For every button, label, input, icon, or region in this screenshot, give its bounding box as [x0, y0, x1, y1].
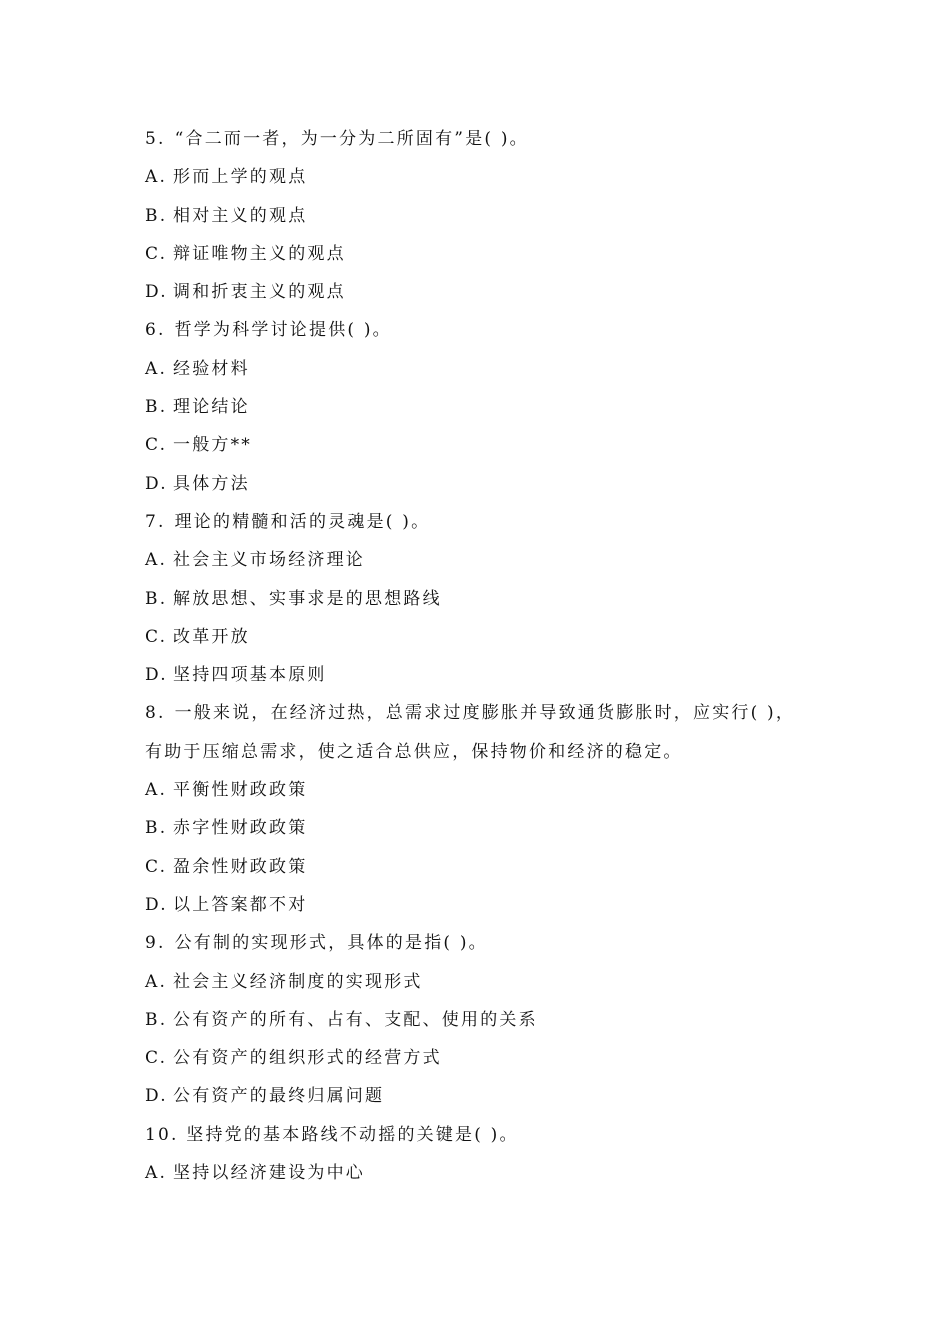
question-stem-text: 坚持党的基本路线不动摇的关键是( )。 — [186, 1124, 519, 1145]
option-letter: C. — [145, 856, 168, 877]
option-text: 公有资产的所有、占有、支配、使用的关系 — [173, 1009, 538, 1030]
question-stem-text: 公有制的实现形式，具体的是指( )。 — [174, 933, 488, 954]
question-number: 9. — [145, 933, 166, 954]
option-letter: D. — [145, 473, 168, 494]
option-text: 坚持以经济建设为中心 — [173, 1163, 365, 1184]
option-text: 平衡性财政政策 — [173, 780, 308, 801]
option-text: 社会主义经济制度的实现形式 — [173, 971, 423, 992]
option-letter: A. — [145, 1163, 168, 1184]
option-letter: B. — [145, 588, 168, 609]
question-stem — [145, 1116, 805, 1154]
option-text: 解放思想、实事求是的思想路线 — [173, 588, 442, 609]
option-text: 调和折衷主义的观点 — [173, 282, 346, 303]
question-1 — [145, 120, 805, 311]
option-text: 坚持四项基本原则 — [173, 665, 327, 686]
question-number: 6. — [145, 320, 166, 341]
question-stem-text: 理论的精髓和活的灵魂是( )。 — [174, 511, 431, 532]
answer-option — [145, 580, 805, 618]
option-text: 社会主义市场经济理论 — [173, 550, 365, 571]
answer-option — [145, 1154, 805, 1192]
question-stem — [145, 924, 805, 962]
option-text: 以上答案都不对 — [173, 894, 308, 915]
option-text: 经验材料 — [173, 358, 250, 379]
answer-option — [145, 465, 805, 503]
option-letter: A. — [145, 550, 168, 571]
option-letter: C. — [145, 435, 168, 456]
option-text: 相对主义的观点 — [173, 205, 308, 226]
question-stem-text: 哲学为科学讨论提供( )。 — [174, 320, 392, 341]
question-number: 5. — [145, 129, 166, 149]
question-stem — [145, 694, 805, 732]
answer-option — [145, 886, 805, 924]
option-text: 一般方** — [173, 435, 252, 456]
question-stem-continued — [145, 733, 805, 771]
option-text: 形而上学的观点 — [173, 167, 308, 188]
option-letter: D. — [145, 894, 168, 915]
answer-option — [145, 197, 805, 235]
option-letter: D. — [145, 282, 168, 303]
question-stem — [145, 120, 805, 158]
option-text: 盈余性财政政策 — [173, 856, 308, 877]
question-5 — [145, 924, 805, 1115]
answer-option — [145, 158, 805, 196]
question-stem-text: 一般来说，在经济过热，总需求过度膨胀并导致通货膨胀时，应实行( )， — [174, 703, 796, 724]
option-text: 辩证唯物主义的观点 — [173, 243, 346, 264]
question-3 — [145, 503, 805, 694]
option-letter: A. — [145, 971, 168, 992]
answer-option — [145, 963, 805, 1001]
answer-option — [145, 771, 805, 809]
answer-option — [145, 809, 805, 847]
question-number: 8. — [145, 703, 166, 724]
answer-option — [145, 235, 805, 273]
answer-option — [145, 426, 805, 464]
question-6 — [145, 1116, 805, 1193]
answer-option — [145, 541, 805, 579]
answer-option — [145, 1077, 805, 1115]
question-list — [145, 120, 805, 1192]
option-text: 改革开放 — [173, 626, 250, 647]
answer-option — [145, 848, 805, 886]
question-number: 7. — [145, 511, 166, 532]
option-letter: C. — [145, 1048, 168, 1069]
question-stem-text: 有助于压缩总需求，使之适合总供应，保持物价和经济的稳定。 — [145, 741, 683, 762]
option-letter: C. — [145, 626, 168, 647]
answer-option — [145, 273, 805, 311]
option-letter: B. — [145, 397, 168, 418]
answer-option — [145, 1039, 805, 1077]
option-text: 具体方法 — [173, 473, 250, 494]
option-letter: B. — [145, 205, 168, 226]
option-letter: B. — [145, 1009, 168, 1030]
answer-option — [145, 656, 805, 694]
option-letter: B. — [145, 818, 168, 839]
option-text: 公有资产的最终归属问题 — [173, 1086, 385, 1107]
question-2 — [145, 311, 805, 502]
question-stem — [145, 503, 805, 541]
answer-option — [145, 350, 805, 388]
question-4 — [145, 694, 805, 924]
answer-option — [145, 1001, 805, 1039]
question-number: 10. — [145, 1124, 179, 1145]
question-stem — [145, 311, 805, 349]
option-letter: C. — [145, 243, 168, 264]
option-letter: A. — [145, 167, 168, 188]
option-text: 公有资产的组织形式的经营方式 — [173, 1048, 442, 1069]
option-letter: D. — [145, 1086, 168, 1107]
option-text: 赤字性财政政策 — [173, 818, 308, 839]
answer-option — [145, 388, 805, 426]
option-text: 理论结论 — [173, 397, 250, 418]
option-letter: A. — [145, 358, 168, 379]
option-letter: A. — [145, 780, 168, 801]
question-stem-text: “合二而一者，为一分为二所固有”是( )。 — [174, 129, 529, 149]
option-letter: D. — [145, 665, 168, 686]
answer-option — [145, 618, 805, 656]
